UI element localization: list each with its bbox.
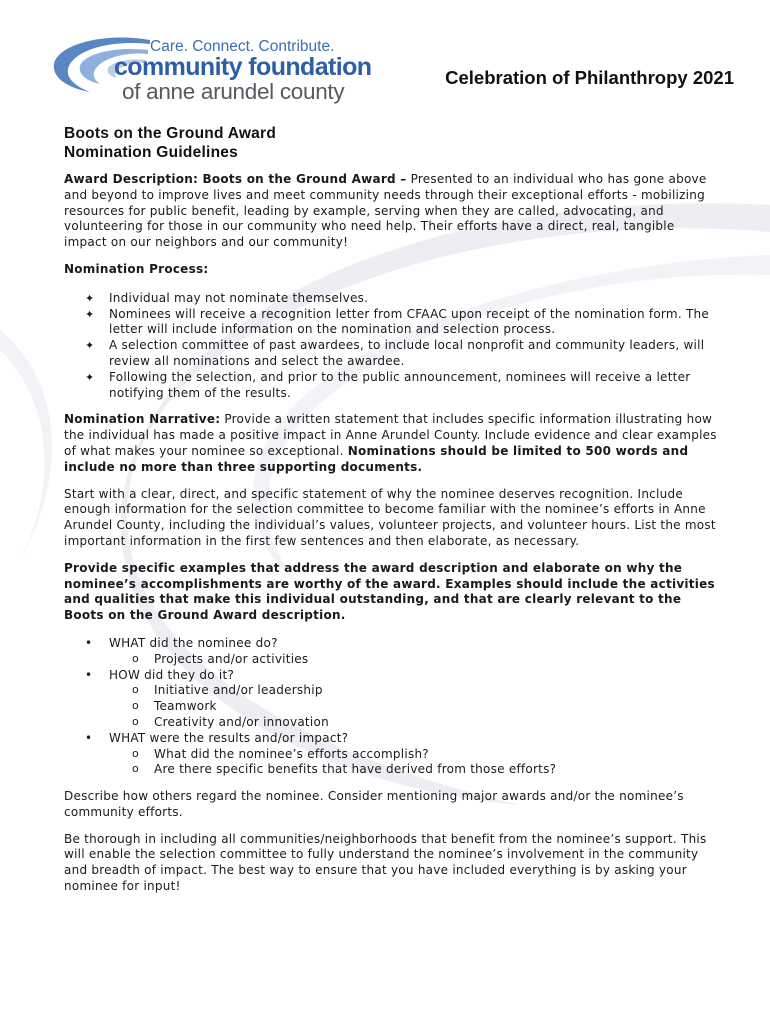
list-item xyxy=(109,636,720,668)
list-item: ✦ Individual may not nominate themselves. xyxy=(109,291,720,307)
guidelines-content xyxy=(64,124,720,906)
sub-list xyxy=(109,747,720,779)
award-description xyxy=(64,172,720,251)
sub-list-item: o Creativity and/or innovation xyxy=(154,715,720,731)
award-description-label: Award Description: Boots on the Ground Award – xyxy=(64,172,407,186)
narrative-text: Provide a written statement that includes specific information illustrating how the individual has made a positive impact in Anne Arundel County. Include evidence and clear examples of what makes your nominee so exceptional. xyxy=(64,412,717,458)
sub-list-item: o Are there specific benefits that have derived from those efforts? xyxy=(154,762,720,778)
sub-list xyxy=(109,683,720,730)
list-item xyxy=(109,668,720,731)
logo-county: of anne arundel county xyxy=(122,79,345,104)
list-item: ✦ A selection committee of past awardees, to include local nonprofit and community leaders, will review all nominations and select the awardee. xyxy=(109,338,720,370)
narrative-limit: Nominations should be limited to 500 words and include no more than three supporting documents. xyxy=(64,443,689,474)
thorough-paragraph: Be thorough in including all communities/neighborhoods that benefit from the nominee’s support. This will enable the selection committee to fully understand the nominee’s involvement in the community and breadth of impact. The best way to ensure that you have included everything is by asking your nominee for input! xyxy=(64,831,707,894)
document-title xyxy=(64,124,720,162)
list-item xyxy=(109,731,720,778)
questions-list xyxy=(64,636,720,778)
sub-list-item: o What did the nominee’s efforts accomplish? xyxy=(154,747,720,763)
question-text: WHAT were the results and/or impact? xyxy=(109,730,349,745)
narrative-label: Nomination Narrative: xyxy=(64,412,221,427)
examples-paragraph xyxy=(64,561,720,624)
title-line-2: Nomination Guidelines xyxy=(64,144,239,161)
narrative-paragraph xyxy=(64,412,720,475)
process-list xyxy=(64,291,720,402)
list-item: ✦ Following the selection, and prior to the public announcement, nominees will receive a letter notifying them of the results. xyxy=(109,370,720,402)
question-text: WHAT did the nominee do? xyxy=(109,635,278,650)
sub-list xyxy=(109,652,720,668)
event-title: Celebration of Philanthropy 2021 xyxy=(445,67,734,88)
sub-list-item: o Projects and/or activities xyxy=(154,652,720,668)
examples-text: Provide specific examples that address the award description and elaborate on why the nominee’s accomplishments are worthy of the award. Examples should include the activities and qualities that make this individual outstanding, and that are clearly relevant to the Boots on the Ground Award description. xyxy=(64,560,715,623)
start-paragraph: Start with a clear, direct, and specific statement of why the nominee deserves recognition. Include enough information for the selection committee to become familiar with the nominee’s efforts in Anne Arundel County, including the individual’s values, volunteer projects, and volunteer hours. List the most important information in the first few sentences and then elaborate, as necessary. xyxy=(64,486,716,548)
sub-list-item: o Teamwork xyxy=(154,699,720,715)
logo-name: community foundation xyxy=(114,53,372,81)
logo-tagline: Care. Connect. Contribute. xyxy=(150,38,335,55)
title-line-1: Boots on the Ground Award xyxy=(64,125,277,142)
award-description-text: Presented to an individual who has gone above and beyond to improve lives and meet community needs through their exceptional efforts - mobilizing resources for public benefit, leading by example, serving when they are called, advocating, and volunteering for those in our community who need help. Their efforts have a direct, real, tangible impact on our neighbors and our community! xyxy=(64,172,707,250)
cfaac-logo xyxy=(50,34,380,110)
list-item: ✦ Nominees will receive a recognition letter from CFAAC upon receipt of the nomination form. The letter will include information on the nomination and selection process. xyxy=(109,307,720,339)
question-text: HOW did they do it? xyxy=(109,667,235,682)
sub-list-item: o Initiative and/or leadership xyxy=(154,683,720,699)
process-heading: Nomination Process: xyxy=(64,261,209,276)
others-paragraph: Describe how others regard the nominee. Consider mentioning major awards and/or the nominee’s community efforts. xyxy=(64,789,684,819)
